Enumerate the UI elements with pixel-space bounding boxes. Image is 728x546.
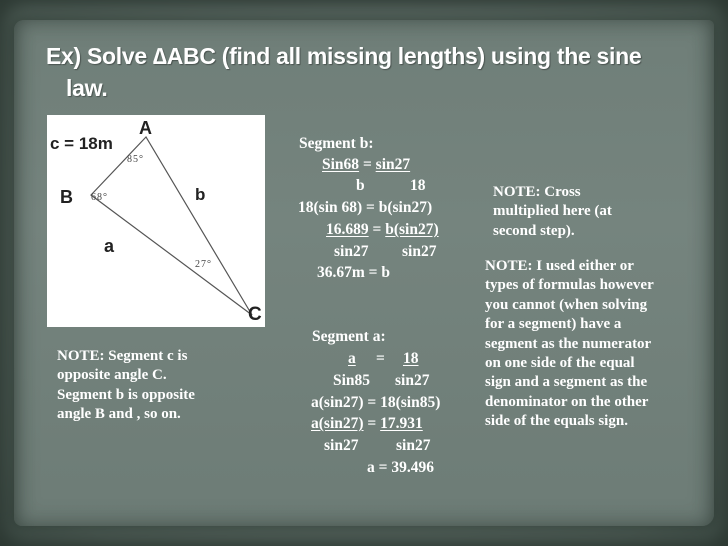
note-formula-line: for a segment) have a [485,316,622,333]
vertex-c-label: C [248,304,262,325]
vertex-b-label: B [60,187,73,207]
triangle-figure [47,115,265,327]
side-b-label: b [195,185,206,204]
segment-b-l4-left: 16.689 [326,221,369,238]
note-segment-line: opposite angle C. [57,367,167,384]
note-formula-line: types of formulas however [485,277,654,294]
segment-b-l2-left: b [356,177,365,194]
note-cross-line: multiplied here (at [493,203,612,220]
segment-b-line-3: 18(sin 68) = b(sin27) [298,199,433,216]
segment-a-l4-right: 17.931 [380,415,423,432]
segment-b-l5-right: sin27 [402,243,437,260]
note-segment-line: angle B and , so on. [57,406,181,423]
segment-a-l1-eq: = [376,350,385,367]
segment-b-l2-right: 18 [410,177,426,194]
angle-a-label: 85° [127,154,144,165]
note-formula-line: on one side of the equal [485,355,635,372]
segment-a-l1-left-text: a [348,350,356,367]
segment-a-l4-eq: = [363,415,381,432]
angle-c-label: 27° [195,259,212,270]
note-segment-line: Segment b is opposite [57,386,195,403]
note-cross-line: second step). [493,222,575,239]
segment-a-l2-right: sin27 [395,372,430,389]
segment-a-l1-left [348,350,356,369]
triangle-diagram [47,115,265,327]
note-cross-multiplied [493,183,612,241]
segment-b-line-4 [326,221,439,240]
segment-b-l1-left: Sin68 [322,156,360,173]
segment-a-heading: Segment a: [312,328,386,345]
note-opposite-sides [57,347,195,425]
segment-a-line-3: a(sin27) = 18(sin85) [311,394,441,411]
title-line-1: Ex) Solve ∆ABC (find all missing lengths) using the sine [46,43,642,69]
segment-b-line-1 [322,156,410,175]
slide-title [46,40,686,104]
side-c-label: c = 18m [50,134,113,153]
vertex-a-label: A [139,118,152,138]
note-cross-line: NOTE: Cross [493,184,581,200]
note-formula-types [485,257,654,432]
title-line-2: law. [66,75,108,101]
segment-a-l2-left: Sin85 [333,372,371,389]
angle-b-label: 68° [91,192,108,203]
segment-a-l1-right-text: 18 [403,350,419,367]
note-formula-line: sign and a segment as the [485,374,648,391]
segment-a-l4-left: a(sin27) [311,415,364,432]
note-formula-line: side of the equals sign. [485,413,628,430]
side-a-label: a [104,236,115,256]
segment-a-line-4 [311,415,423,434]
segment-b-heading: Segment b: [299,135,374,152]
note-formula-line: segment as the numerator [485,335,652,352]
segment-b-l1-right: sin27 [375,156,411,173]
segment-b-l4-right: b(sin27) [385,221,439,238]
segment-b-result: 36.67m = b [317,264,390,281]
triangle-outline [91,137,252,315]
segment-a-l1-right [403,350,419,369]
segment-a-result: a = 39.496 [367,459,434,476]
note-segment-line: NOTE: Segment c is [57,348,188,364]
segment-b-l4-eq: = [368,221,386,238]
note-formula-line: denominator on the other [485,393,649,410]
segment-a-l5-left: sin27 [324,437,359,454]
segment-a-l5-right: sin27 [396,437,431,454]
note-formula-line: NOTE: I used either or [485,258,634,274]
note-formula-line: you cannot (when solving [485,296,648,313]
segment-b-l5-left: sin27 [334,243,369,260]
segment-b-l1-eq: = [359,156,376,173]
